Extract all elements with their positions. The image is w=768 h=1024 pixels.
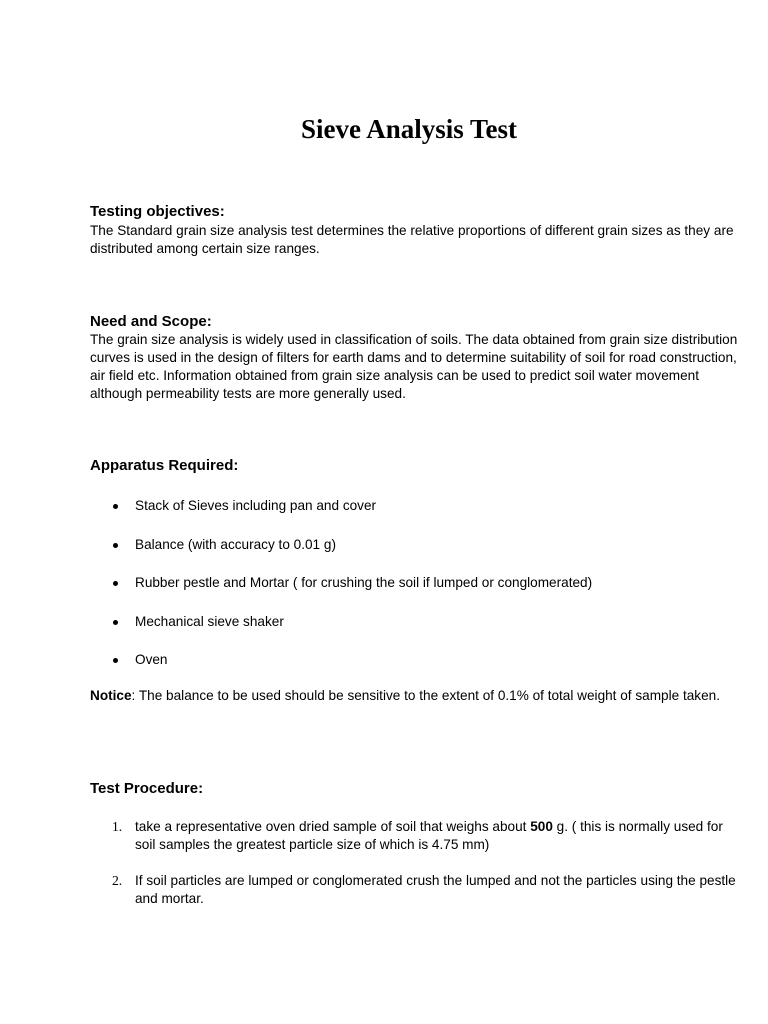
notice-label: Notice — [90, 688, 132, 703]
list-item — [90, 536, 740, 575]
apparatus-heading: Apparatus Required: — [90, 457, 239, 474]
step-number: 1. — [112, 819, 123, 834]
bullet-icon — [113, 543, 118, 548]
bullet-icon — [113, 504, 118, 509]
step-number: 2. — [112, 873, 123, 888]
bullet-icon — [113, 581, 118, 586]
list-item — [90, 574, 740, 613]
step-bold-value: 500 — [530, 819, 553, 834]
apparatus-item-text: Rubber pestle and Mortar ( for crushing the soil if lumped or conglomerated) — [135, 575, 593, 590]
step-text: If soil particles are lumped or conglomerated crush the lumped and not the particles using the pestle and mortar. — [135, 873, 736, 906]
list-item — [90, 497, 740, 536]
step-text-part: g. ( this is normally used for soil samples the greatest particle size of which is 4.75 mm) — [135, 819, 723, 852]
objectives-heading: Testing objectives: — [90, 203, 225, 220]
apparatus-item-text: Balance (with accuracy to 0.01 g) — [135, 536, 336, 552]
page-title: Sieve Analysis Test — [300, 114, 518, 144]
list-item — [90, 818, 740, 854]
procedure-heading: Test Procedure: — [90, 780, 204, 797]
bullet-icon — [113, 620, 118, 625]
step-text-part: take a representative oven dried sample of soil that weighs about — [135, 819, 531, 834]
objectives-text: The Standard grain size analysis test determines the relative proportions of different grain sizes as they are distributed among certain size ranges. — [90, 223, 734, 256]
bullet-icon — [113, 658, 118, 663]
apparatus-item-text: Stack of Sieves including pan and cover — [135, 498, 377, 513]
apparatus-item-text: Oven — [135, 652, 168, 667]
list-item — [90, 872, 740, 908]
notice-paragraph — [90, 687, 740, 705]
step-text — [135, 818, 740, 854]
list-item — [90, 651, 740, 690]
procedure-list — [90, 818, 740, 926]
apparatus-list — [90, 497, 740, 690]
notice-text: : The balance to be used should be sensitive to the extent of 0.1% of total weight of sample taken. — [131, 688, 720, 703]
scope-heading: Need and Scope: — [90, 313, 212, 330]
apparatus-item-text: Mechanical sieve shaker — [135, 613, 284, 629]
scope-text: The grain size analysis is widely used in classification of soils. The data obtained from grain size distribution curves is used in the design of filters for earth dams and to determine suitability of soil for road construction, air field etc. Information obtained from grain size analysis can be used to predict soil water movement although permeability tests are more generally used. — [90, 332, 738, 401]
list-item — [90, 613, 740, 652]
